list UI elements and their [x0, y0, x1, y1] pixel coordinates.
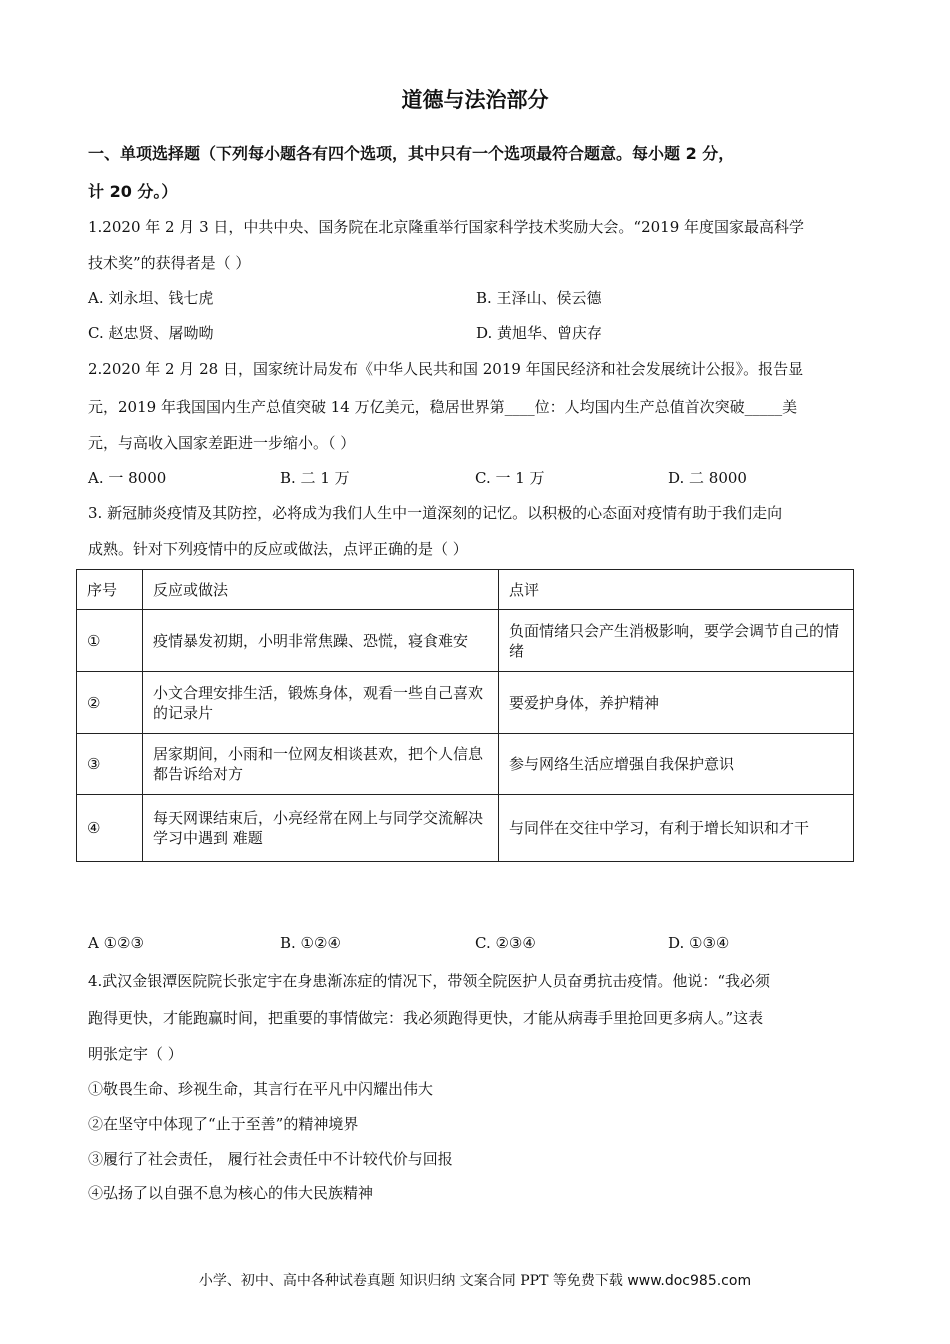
- table-row: [77, 610, 854, 672]
- q2-option-c: C. 一 1 万: [475, 469, 545, 487]
- q3-option-d: D. ①③④: [668, 934, 730, 952]
- q4-stem-line3: 明张定宇（ ）: [88, 1045, 183, 1063]
- table-row: [77, 795, 854, 862]
- table-cell-number: ①: [77, 610, 143, 672]
- table-header-number: 序号: [77, 570, 143, 610]
- q4-item-2: ②在坚守中体现了“止于至善”的精神境界: [88, 1115, 359, 1133]
- q3-stem-line1: 3. 新冠肺炎疫情及其防控，必将成为我们人生中一道深刻的记忆。以积极的心态面对疫情有助于我们走向: [88, 504, 783, 522]
- q2-option-a: A. 一 8000: [88, 469, 167, 487]
- q1-option-d: D. 黄旭华、曾庆存: [476, 324, 603, 342]
- table-cell-comment: 与同伴在交往中学习，有利于增长知识和才干: [499, 795, 854, 862]
- q4-item-4: ④弘扬了以自强不息为核心的伟大民族精神: [88, 1184, 374, 1202]
- table-header-comment: 点评: [499, 570, 854, 610]
- table-row: [77, 734, 854, 795]
- table-cell-comment: 负面情绪只会产生消极影响，要学会调节自己的情绪: [499, 610, 854, 672]
- q4-item-1: ①敬畏生命、珍视生命，其言行在平凡中闪耀出伟大: [88, 1080, 434, 1098]
- q3-stem-line2: 成熟。针对下列疫情中的反应或做法，点评正确的是（ ）: [88, 540, 468, 558]
- table-cell-action: 疫情暴发初期，小明非常焦躁、恐慌，寝食难安: [143, 610, 499, 672]
- footer-text: 小学、初中、高中各种试卷真题 知识归纳 文案合同 PPT 等免费下载: [198, 1273, 628, 1289]
- q3-option-a: A ①②③: [88, 934, 144, 952]
- q2-option-b: B. 二 1 万: [280, 469, 350, 487]
- q1-option-b: B. 王泽山、侯云德: [476, 289, 602, 307]
- table-cell-comment: 参与网络生活应增强自我保护意识: [499, 734, 854, 795]
- table-header-action: 反应或做法: [143, 570, 499, 610]
- q3-option-b: B. ①②④: [280, 934, 341, 952]
- q1-stem-line1: 1.2020 年 2 月 3 日，中共中央、国务院在北京隆重举行国家科学技术奖励大会。“2019 年度国家最高科学: [88, 218, 805, 236]
- section-heading-line1: 一、单项选择题（下列每小题各有四个选项，其中只有一个选项最符合题意。每小题 2 分，: [88, 144, 735, 163]
- q1-option-c: C. 赵忠贤、屠呦呦: [88, 324, 214, 342]
- table-cell-number: ④: [77, 795, 143, 862]
- q2-stem-line2: 元，2019 年我国国内生产总值突破 14 万亿美元，稳居世界第____位：人均国内生产总值首次突破_____美: [88, 398, 798, 416]
- q4-stem-line2: 跑得更快，才能跑赢时间，把重要的事情做完：我必须跑得更快，才能从病毒手里抢回更多病人。”这表: [88, 1009, 764, 1027]
- page-footer: [0, 1270, 950, 1290]
- table-header-row: [77, 570, 854, 610]
- table-cell-action: 居家期间，小雨和一位网友相谈甚欢，把个人信息都告诉给对方: [143, 734, 499, 795]
- q2-option-d: D. 二 8000: [668, 469, 747, 487]
- table-row: [77, 672, 854, 734]
- q2-stem-line1: 2.2020 年 2 月 28 日，国家统计局发布《中华人民共和国 2019 年国民经济和社会发展统计公报》。报告显: [88, 360, 804, 378]
- q4-stem-line1: 4.武汉金银潭医院院长张定宇在身患渐冻症的情况下，带领全院医护人员奋勇抗击疫情。他说：“我必须: [88, 972, 770, 990]
- q4-item-3: ③履行了社会责任， 履行社会责任中不计较代价与回报: [88, 1150, 453, 1168]
- page-title: 道德与法治部分: [401, 88, 549, 112]
- q1-option-a: A. 刘永坦、钱七虎: [88, 289, 214, 307]
- q3-option-c: C. ②③④: [475, 934, 536, 952]
- q1-stem-line2: 技术奖”的获得者是（ ）: [88, 254, 251, 272]
- section-heading-line2: 计 20 分。）: [88, 182, 178, 201]
- table-cell-action: 小文合理安排生活，锻炼身体，观看一些自己喜欢的记录片: [143, 672, 499, 734]
- q2-stem-line3: 元，与高收入国家差距进一步缩小。（ ）: [88, 434, 356, 452]
- q3-table: [76, 569, 854, 862]
- table-cell-number: ②: [77, 672, 143, 734]
- table-cell-action: 每天网课结束后，小亮经常在网上与同学交流解决学习中遇到 难题: [143, 795, 499, 862]
- table-cell-comment: 要爱护身体，养护精神: [499, 672, 854, 734]
- table-cell-number: ③: [77, 734, 143, 795]
- footer-url-link[interactable]: www.doc985.com: [627, 1273, 752, 1289]
